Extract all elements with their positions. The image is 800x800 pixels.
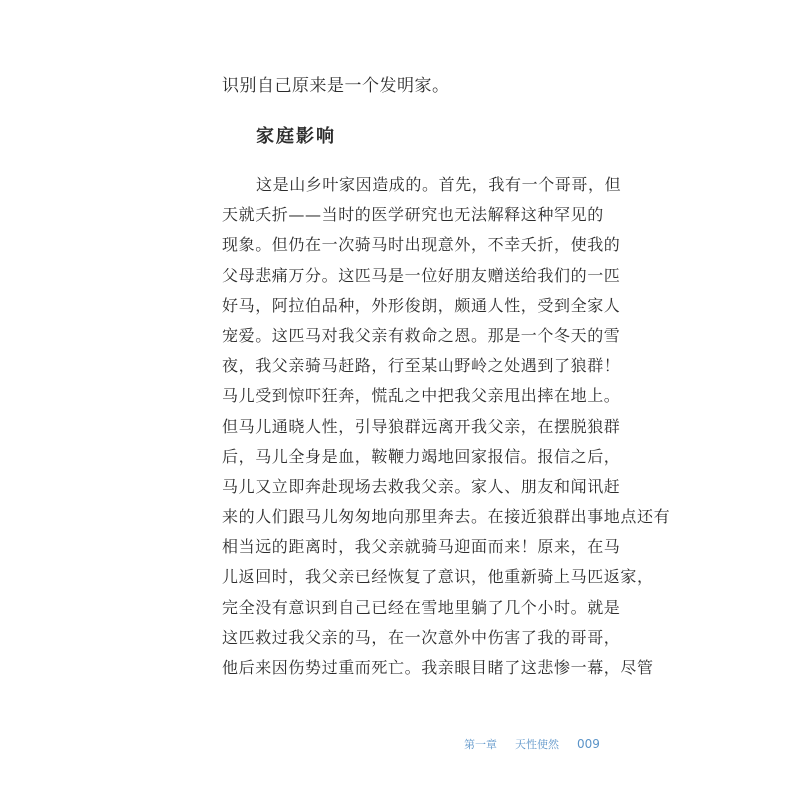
page-number: 009 (577, 737, 600, 751)
body-line: 儿返回时，我父亲已经恢复了意识，他重新骑上马匹返家， (222, 567, 654, 587)
body-line: 这是山乡叶家因造成的。首先，我有一个哥哥，但 (256, 175, 622, 194)
body-line: 马儿又立即奔赴现场去救我父亲。家人、朋友和闻讯赶 (222, 476, 621, 496)
body-line: 好马，阿拉伯品种，外形俊朗，颇通人性，受到全家人 (222, 295, 621, 315)
footer-chapter: 第一章 (464, 738, 497, 751)
section-heading: 家庭影响 (256, 126, 336, 147)
body-line: 完全没有意识到自己已经在雪地里躺了几个小时。就是 (222, 597, 621, 617)
body-line: 现象。但仍在一次骑马时出现意外，不幸夭折，使我的 (222, 235, 621, 255)
body-line: 父母悲痛万分。这匹马是一位好朋友赠送给我们的一匹 (222, 265, 621, 285)
body-line: 夜，我父亲骑马赶路，行至某山野岭之处遇到了狼群！ (222, 356, 621, 376)
footer-chapter-title: 天性使然 (515, 738, 559, 751)
body-line: 但马儿通晓人性，引导狼群远离开我父亲，在摆脱狼群 (222, 416, 621, 436)
body-line: 相当远的距离时，我父亲就骑马迎面而来！原来，在马 (222, 537, 621, 557)
body-line: 他后来因伤势过重而死亡。我亲眼目睹了这悲惨一幕，尽管 (222, 658, 654, 677)
body-line: 宠爱。这匹马对我父亲有救命之恩。那是一个冬天的雪 (222, 325, 621, 345)
body-line: 马儿受到惊吓狂奔，慌乱之中把我父亲甩出摔在地上。 (222, 386, 621, 406)
body-line: 后，马儿全身是血，鞍鞭力竭地回家报信。报信之后， (222, 446, 621, 466)
body-line: 来的人们跟马儿匆匆地向那里奔去。在接近狼群出事地点还有 (222, 507, 671, 527)
body-line: 天就夭折——当时的医学研究也无法解释这种罕见的 (222, 205, 604, 225)
body-line: 这匹救过我父亲的马，在一次意外中伤害了我的哥哥， (222, 627, 621, 647)
intro-line: 识别自己原来是一个发明家。 (222, 76, 450, 96)
page-footer (464, 736, 600, 752)
body-text (222, 170, 671, 683)
